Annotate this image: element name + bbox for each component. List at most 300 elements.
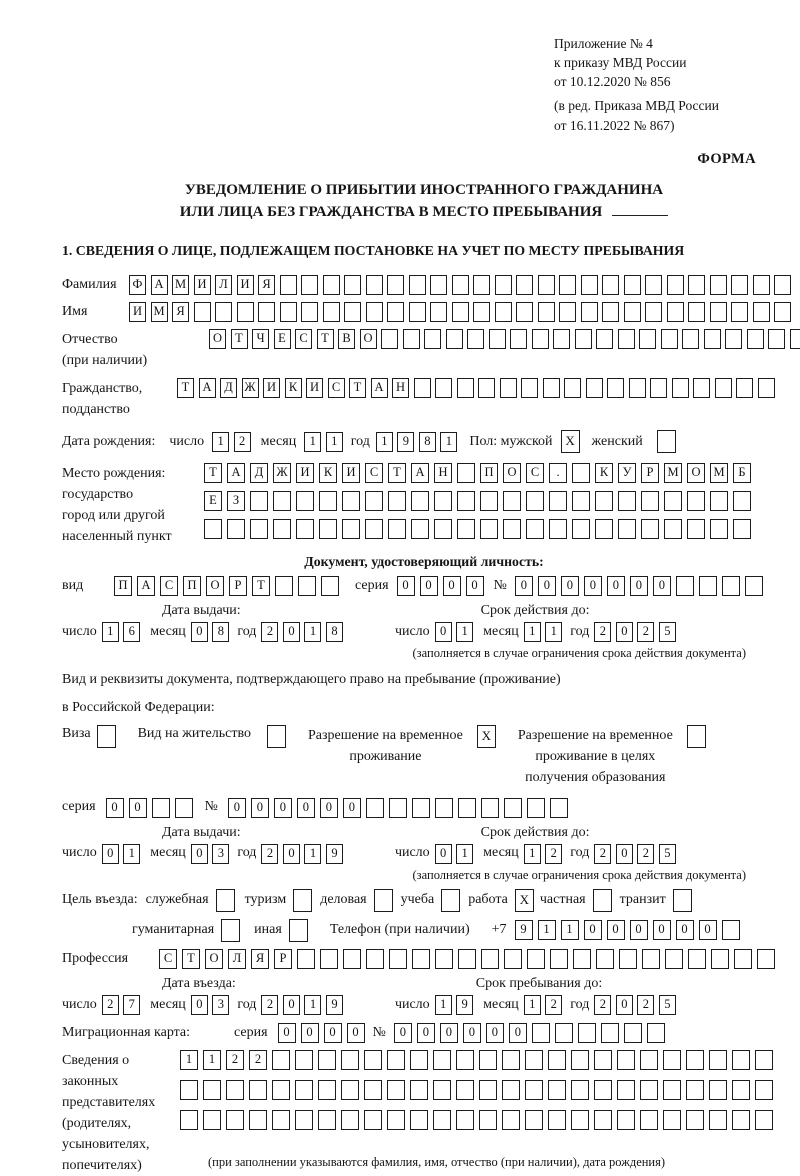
- char-cell[interactable]: [526, 491, 544, 511]
- char-cell[interactable]: Ф: [129, 275, 146, 295]
- char-cell[interactable]: Я: [258, 275, 275, 295]
- char-cell[interactable]: 1: [524, 995, 541, 1015]
- char-cell[interactable]: П: [114, 576, 132, 596]
- char-cell[interactable]: [430, 275, 447, 295]
- char-cell[interactable]: [618, 519, 636, 539]
- char-cell[interactable]: [434, 491, 452, 511]
- char-cell[interactable]: [318, 1080, 336, 1100]
- char-cell[interactable]: [757, 949, 775, 969]
- char-cell[interactable]: М: [172, 275, 189, 295]
- char-cell[interactable]: [296, 491, 314, 511]
- char-cell[interactable]: 0: [630, 576, 648, 596]
- char-cell[interactable]: [672, 378, 689, 398]
- char-cell[interactable]: [581, 275, 598, 295]
- char-cell[interactable]: [732, 1050, 750, 1070]
- char-cell[interactable]: [731, 302, 748, 322]
- char-cell[interactable]: [665, 949, 683, 969]
- char-cell[interactable]: С: [159, 949, 177, 969]
- char-cell[interactable]: [175, 798, 193, 818]
- char-cell[interactable]: 0: [699, 920, 717, 940]
- char-cell[interactable]: Р: [641, 463, 659, 483]
- char-cell[interactable]: [272, 1110, 290, 1130]
- char-cell[interactable]: [456, 1110, 474, 1130]
- char-cell[interactable]: [686, 1080, 704, 1100]
- char-cell[interactable]: 0: [129, 798, 147, 818]
- char-cell[interactable]: [602, 302, 619, 322]
- char-cell[interactable]: [389, 949, 407, 969]
- char-cell[interactable]: [458, 798, 476, 818]
- char-cell[interactable]: Н: [434, 463, 452, 483]
- char-cell[interactable]: С: [160, 576, 178, 596]
- char-cell[interactable]: М: [710, 463, 728, 483]
- char-cell[interactable]: 9: [456, 995, 473, 1015]
- char-cell[interactable]: [617, 1110, 635, 1130]
- char-cell[interactable]: 2: [594, 844, 611, 864]
- char-cell[interactable]: Е: [274, 329, 291, 349]
- char-cell[interactable]: [409, 302, 426, 322]
- char-cell[interactable]: [342, 491, 360, 511]
- char-cell[interactable]: [725, 329, 742, 349]
- char-cell[interactable]: [733, 519, 751, 539]
- char-cell[interactable]: 1: [524, 844, 541, 864]
- char-cell[interactable]: [661, 329, 678, 349]
- char-cell[interactable]: [295, 1110, 313, 1130]
- char-cell[interactable]: К: [285, 378, 302, 398]
- char-cell[interactable]: 0: [509, 1023, 527, 1043]
- char-cell[interactable]: [479, 1110, 497, 1130]
- char-cell[interactable]: [527, 798, 545, 818]
- char-cell[interactable]: [747, 329, 764, 349]
- char-cell[interactable]: [342, 519, 360, 539]
- char-cell[interactable]: 0: [561, 576, 579, 596]
- char-cell[interactable]: [663, 1080, 681, 1100]
- char-cell[interactable]: [687, 491, 705, 511]
- char-cell[interactable]: 0: [343, 798, 361, 818]
- char-cell[interactable]: 3: [212, 844, 229, 864]
- char-cell[interactable]: У: [618, 463, 636, 483]
- char-cell[interactable]: О: [503, 463, 521, 483]
- char-cell[interactable]: [555, 1023, 573, 1043]
- char-cell[interactable]: 0: [676, 920, 694, 940]
- char-cell[interactable]: [366, 302, 383, 322]
- char-cell[interactable]: Т: [317, 329, 334, 349]
- char-cell[interactable]: 0: [191, 995, 208, 1015]
- char-cell[interactable]: [387, 302, 404, 322]
- char-cell[interactable]: [97, 725, 116, 748]
- char-cell[interactable]: [549, 491, 567, 511]
- char-cell[interactable]: [709, 1050, 727, 1070]
- char-cell[interactable]: 0: [616, 844, 633, 864]
- char-cell[interactable]: [768, 329, 785, 349]
- char-cell[interactable]: Т: [204, 463, 222, 483]
- char-cell[interactable]: 0: [607, 576, 625, 596]
- char-cell[interactable]: С: [365, 463, 383, 483]
- char-cell[interactable]: К: [595, 463, 613, 483]
- char-cell[interactable]: [575, 329, 592, 349]
- char-cell[interactable]: [710, 302, 727, 322]
- char-cell[interactable]: [215, 302, 232, 322]
- char-cell[interactable]: П: [183, 576, 201, 596]
- char-cell[interactable]: [410, 1050, 428, 1070]
- char-cell[interactable]: [323, 302, 340, 322]
- char-cell[interactable]: [280, 275, 297, 295]
- char-cell[interactable]: [387, 1050, 405, 1070]
- char-cell[interactable]: [227, 519, 245, 539]
- char-cell[interactable]: [226, 1080, 244, 1100]
- char-cell[interactable]: 0: [440, 1023, 458, 1043]
- char-cell[interactable]: [366, 949, 384, 969]
- char-cell[interactable]: [581, 302, 598, 322]
- char-cell[interactable]: 1: [524, 622, 541, 642]
- char-cell[interactable]: [548, 1110, 566, 1130]
- char-cell[interactable]: 2: [249, 1050, 267, 1070]
- char-cell[interactable]: [734, 949, 752, 969]
- char-cell[interactable]: [550, 798, 568, 818]
- char-cell[interactable]: [295, 1050, 313, 1070]
- char-cell[interactable]: [594, 1050, 612, 1070]
- char-cell[interactable]: З: [227, 491, 245, 511]
- char-cell[interactable]: [693, 378, 710, 398]
- char-cell[interactable]: [293, 889, 312, 912]
- char-cell[interactable]: Л: [215, 275, 232, 295]
- char-cell[interactable]: Е: [204, 491, 222, 511]
- char-cell[interactable]: [687, 725, 706, 748]
- char-cell[interactable]: [297, 949, 315, 969]
- char-cell[interactable]: А: [411, 463, 429, 483]
- char-cell[interactable]: [745, 576, 763, 596]
- char-cell[interactable]: [267, 725, 286, 748]
- char-cell[interactable]: [673, 889, 692, 912]
- char-cell[interactable]: [715, 378, 732, 398]
- char-cell[interactable]: [430, 302, 447, 322]
- char-cell[interactable]: 0: [228, 798, 246, 818]
- char-cell[interactable]: А: [151, 275, 168, 295]
- char-cell[interactable]: [381, 329, 398, 349]
- char-cell[interactable]: 1: [102, 622, 119, 642]
- char-cell[interactable]: [318, 1110, 336, 1130]
- char-cell[interactable]: [732, 1080, 750, 1100]
- char-cell[interactable]: О: [206, 576, 224, 596]
- char-cell[interactable]: [272, 1080, 290, 1100]
- char-cell[interactable]: 9: [515, 920, 533, 940]
- char-cell[interactable]: 0: [443, 576, 461, 596]
- char-cell[interactable]: [647, 1023, 665, 1043]
- char-cell[interactable]: [457, 491, 475, 511]
- char-cell[interactable]: [456, 1080, 474, 1100]
- char-cell[interactable]: [594, 1080, 612, 1100]
- char-cell[interactable]: [532, 1023, 550, 1043]
- char-cell[interactable]: 0: [278, 1023, 296, 1043]
- char-cell[interactable]: [481, 949, 499, 969]
- char-cell[interactable]: [388, 491, 406, 511]
- char-cell[interactable]: 0: [584, 920, 602, 940]
- char-cell[interactable]: 1: [538, 920, 556, 940]
- char-cell[interactable]: [559, 275, 576, 295]
- char-cell[interactable]: [550, 949, 568, 969]
- char-cell[interactable]: 1: [376, 432, 393, 452]
- char-cell[interactable]: [301, 275, 318, 295]
- char-cell[interactable]: [624, 302, 641, 322]
- char-cell[interactable]: [467, 329, 484, 349]
- char-cell[interactable]: [578, 1023, 596, 1043]
- char-cell[interactable]: А: [227, 463, 245, 483]
- char-cell[interactable]: 2: [261, 844, 278, 864]
- char-cell[interactable]: 2: [102, 995, 119, 1015]
- char-cell[interactable]: [548, 1080, 566, 1100]
- char-cell[interactable]: [435, 798, 453, 818]
- char-cell[interactable]: [663, 1110, 681, 1130]
- char-cell[interactable]: [667, 275, 684, 295]
- char-cell[interactable]: [495, 302, 512, 322]
- char-cell[interactable]: [250, 519, 268, 539]
- char-cell[interactable]: [194, 302, 211, 322]
- char-cell[interactable]: [343, 949, 361, 969]
- char-cell[interactable]: 0: [653, 920, 671, 940]
- char-cell[interactable]: 6: [123, 622, 140, 642]
- char-cell[interactable]: Т: [388, 463, 406, 483]
- char-cell[interactable]: Ж: [273, 463, 291, 483]
- char-cell[interactable]: [650, 378, 667, 398]
- char-cell[interactable]: 9: [326, 844, 343, 864]
- char-cell[interactable]: 0: [463, 1023, 481, 1043]
- char-cell[interactable]: [676, 576, 694, 596]
- char-cell[interactable]: [619, 949, 637, 969]
- char-cell[interactable]: 2: [545, 844, 562, 864]
- char-cell[interactable]: [321, 576, 339, 596]
- char-cell[interactable]: [527, 949, 545, 969]
- char-cell[interactable]: [479, 1080, 497, 1100]
- char-cell[interactable]: [617, 1050, 635, 1070]
- char-cell[interactable]: [572, 463, 590, 483]
- char-cell[interactable]: X: [515, 889, 534, 912]
- char-cell[interactable]: 3: [212, 995, 229, 1015]
- char-cell[interactable]: [387, 275, 404, 295]
- char-cell[interactable]: [258, 302, 275, 322]
- char-cell[interactable]: [495, 275, 512, 295]
- char-cell[interactable]: [473, 302, 490, 322]
- char-cell[interactable]: [456, 1050, 474, 1070]
- char-cell[interactable]: [755, 1110, 773, 1130]
- char-cell[interactable]: [586, 378, 603, 398]
- char-cell[interactable]: [753, 275, 770, 295]
- char-cell[interactable]: .: [549, 463, 567, 483]
- char-cell[interactable]: 1: [545, 622, 562, 642]
- char-cell[interactable]: 0: [274, 798, 292, 818]
- char-cell[interactable]: [457, 463, 475, 483]
- char-cell[interactable]: [709, 1110, 727, 1130]
- char-cell[interactable]: [755, 1080, 773, 1100]
- char-cell[interactable]: [607, 378, 624, 398]
- char-cell[interactable]: 0: [191, 844, 208, 864]
- char-cell[interactable]: 0: [417, 1023, 435, 1043]
- char-cell[interactable]: [364, 1080, 382, 1100]
- char-cell[interactable]: Я: [172, 302, 189, 322]
- char-cell[interactable]: [433, 1050, 451, 1070]
- char-cell[interactable]: 5: [659, 995, 676, 1015]
- char-cell[interactable]: [203, 1110, 221, 1130]
- char-cell[interactable]: [319, 491, 337, 511]
- char-cell[interactable]: К: [319, 463, 337, 483]
- char-cell[interactable]: [204, 519, 222, 539]
- char-cell[interactable]: Т: [252, 576, 270, 596]
- char-cell[interactable]: [296, 519, 314, 539]
- char-cell[interactable]: [664, 491, 682, 511]
- char-cell[interactable]: 0: [466, 576, 484, 596]
- char-cell[interactable]: 1: [456, 622, 473, 642]
- char-cell[interactable]: [458, 949, 476, 969]
- char-cell[interactable]: Т: [182, 949, 200, 969]
- char-cell[interactable]: 1: [304, 844, 321, 864]
- char-cell[interactable]: [435, 949, 453, 969]
- char-cell[interactable]: В: [338, 329, 355, 349]
- char-cell[interactable]: [532, 329, 549, 349]
- char-cell[interactable]: [301, 302, 318, 322]
- char-cell[interactable]: X: [561, 430, 580, 453]
- char-cell[interactable]: Я: [251, 949, 269, 969]
- char-cell[interactable]: 0: [435, 622, 452, 642]
- char-cell[interactable]: [414, 378, 431, 398]
- char-cell[interactable]: [366, 798, 384, 818]
- char-cell[interactable]: [203, 1080, 221, 1100]
- char-cell[interactable]: [412, 798, 430, 818]
- char-cell[interactable]: [572, 519, 590, 539]
- char-cell[interactable]: 1: [304, 622, 321, 642]
- char-cell[interactable]: [344, 302, 361, 322]
- char-cell[interactable]: 0: [515, 576, 533, 596]
- char-cell[interactable]: [344, 275, 361, 295]
- char-cell[interactable]: А: [137, 576, 155, 596]
- char-cell[interactable]: [572, 491, 590, 511]
- char-cell[interactable]: Д: [250, 463, 268, 483]
- char-cell[interactable]: [452, 275, 469, 295]
- char-cell[interactable]: [457, 378, 474, 398]
- char-cell[interactable]: [559, 302, 576, 322]
- char-cell[interactable]: [403, 329, 420, 349]
- char-cell[interactable]: Р: [229, 576, 247, 596]
- char-cell[interactable]: 0: [191, 622, 208, 642]
- char-cell[interactable]: [710, 519, 728, 539]
- char-cell[interactable]: [489, 329, 506, 349]
- char-cell[interactable]: [664, 519, 682, 539]
- char-cell[interactable]: И: [263, 378, 280, 398]
- char-cell[interactable]: Б: [733, 463, 751, 483]
- char-cell[interactable]: [699, 576, 717, 596]
- char-cell[interactable]: [722, 920, 740, 940]
- char-cell[interactable]: П: [480, 463, 498, 483]
- char-cell[interactable]: [645, 275, 662, 295]
- char-cell[interactable]: А: [199, 378, 216, 398]
- char-cell[interactable]: 9: [397, 432, 414, 452]
- char-cell[interactable]: [481, 798, 499, 818]
- char-cell[interactable]: [687, 519, 705, 539]
- char-cell[interactable]: 2: [637, 844, 654, 864]
- char-cell[interactable]: 0: [301, 1023, 319, 1043]
- char-cell[interactable]: 0: [607, 920, 625, 940]
- char-cell[interactable]: [409, 275, 426, 295]
- char-cell[interactable]: 2: [261, 995, 278, 1015]
- char-cell[interactable]: [688, 302, 705, 322]
- char-cell[interactable]: Н: [392, 378, 409, 398]
- char-cell[interactable]: [226, 1110, 244, 1130]
- char-cell[interactable]: [618, 491, 636, 511]
- char-cell[interactable]: [688, 949, 706, 969]
- char-cell[interactable]: [387, 1110, 405, 1130]
- char-cell[interactable]: Ж: [242, 378, 259, 398]
- char-cell[interactable]: [180, 1110, 198, 1130]
- char-cell[interactable]: [753, 302, 770, 322]
- char-cell[interactable]: [250, 491, 268, 511]
- char-cell[interactable]: [548, 1050, 566, 1070]
- char-cell[interactable]: [298, 576, 316, 596]
- char-cell[interactable]: [732, 1110, 750, 1130]
- char-cell[interactable]: [374, 889, 393, 912]
- char-cell[interactable]: [410, 1110, 428, 1130]
- char-cell[interactable]: [387, 1080, 405, 1100]
- char-cell[interactable]: [433, 1080, 451, 1100]
- char-cell[interactable]: 8: [212, 622, 229, 642]
- char-cell[interactable]: 2: [261, 622, 278, 642]
- char-cell[interactable]: Р: [274, 949, 292, 969]
- char-cell[interactable]: [710, 491, 728, 511]
- char-cell[interactable]: [500, 378, 517, 398]
- char-cell[interactable]: [595, 519, 613, 539]
- char-cell[interactable]: [441, 889, 460, 912]
- char-cell[interactable]: [433, 1110, 451, 1130]
- char-cell[interactable]: 2: [594, 622, 611, 642]
- char-cell[interactable]: [424, 329, 441, 349]
- char-cell[interactable]: [521, 378, 538, 398]
- char-cell[interactable]: Т: [177, 378, 194, 398]
- char-cell[interactable]: 0: [283, 995, 300, 1015]
- char-cell[interactable]: [553, 329, 570, 349]
- char-cell[interactable]: 1: [180, 1050, 198, 1070]
- char-cell[interactable]: [640, 1110, 658, 1130]
- char-cell[interactable]: 9: [326, 995, 343, 1015]
- char-cell[interactable]: 1: [456, 844, 473, 864]
- char-cell[interactable]: [686, 1050, 704, 1070]
- char-cell[interactable]: [480, 491, 498, 511]
- char-cell[interactable]: 0: [486, 1023, 504, 1043]
- char-cell[interactable]: [639, 329, 656, 349]
- char-cell[interactable]: [503, 519, 521, 539]
- char-cell[interactable]: 0: [347, 1023, 365, 1043]
- char-cell[interactable]: 1: [326, 432, 343, 452]
- char-cell[interactable]: [596, 949, 614, 969]
- char-cell[interactable]: 0: [297, 798, 315, 818]
- char-cell[interactable]: 1: [304, 432, 321, 452]
- char-cell[interactable]: М: [151, 302, 168, 322]
- char-cell[interactable]: [388, 519, 406, 539]
- char-cell[interactable]: [526, 519, 544, 539]
- char-cell[interactable]: [479, 1050, 497, 1070]
- char-cell[interactable]: [736, 378, 753, 398]
- char-cell[interactable]: [365, 519, 383, 539]
- char-cell[interactable]: 0: [106, 798, 124, 818]
- char-cell[interactable]: 0: [397, 576, 415, 596]
- char-cell[interactable]: [446, 329, 463, 349]
- char-cell[interactable]: 2: [594, 995, 611, 1015]
- char-cell[interactable]: [538, 275, 555, 295]
- char-cell[interactable]: [412, 949, 430, 969]
- char-cell[interactable]: [502, 1050, 520, 1070]
- char-cell[interactable]: [571, 1050, 589, 1070]
- char-cell[interactable]: [516, 302, 533, 322]
- char-cell[interactable]: [272, 1050, 290, 1070]
- char-cell[interactable]: [503, 491, 521, 511]
- char-cell[interactable]: [733, 491, 751, 511]
- char-cell[interactable]: [249, 1080, 267, 1100]
- char-cell[interactable]: 1: [435, 995, 452, 1015]
